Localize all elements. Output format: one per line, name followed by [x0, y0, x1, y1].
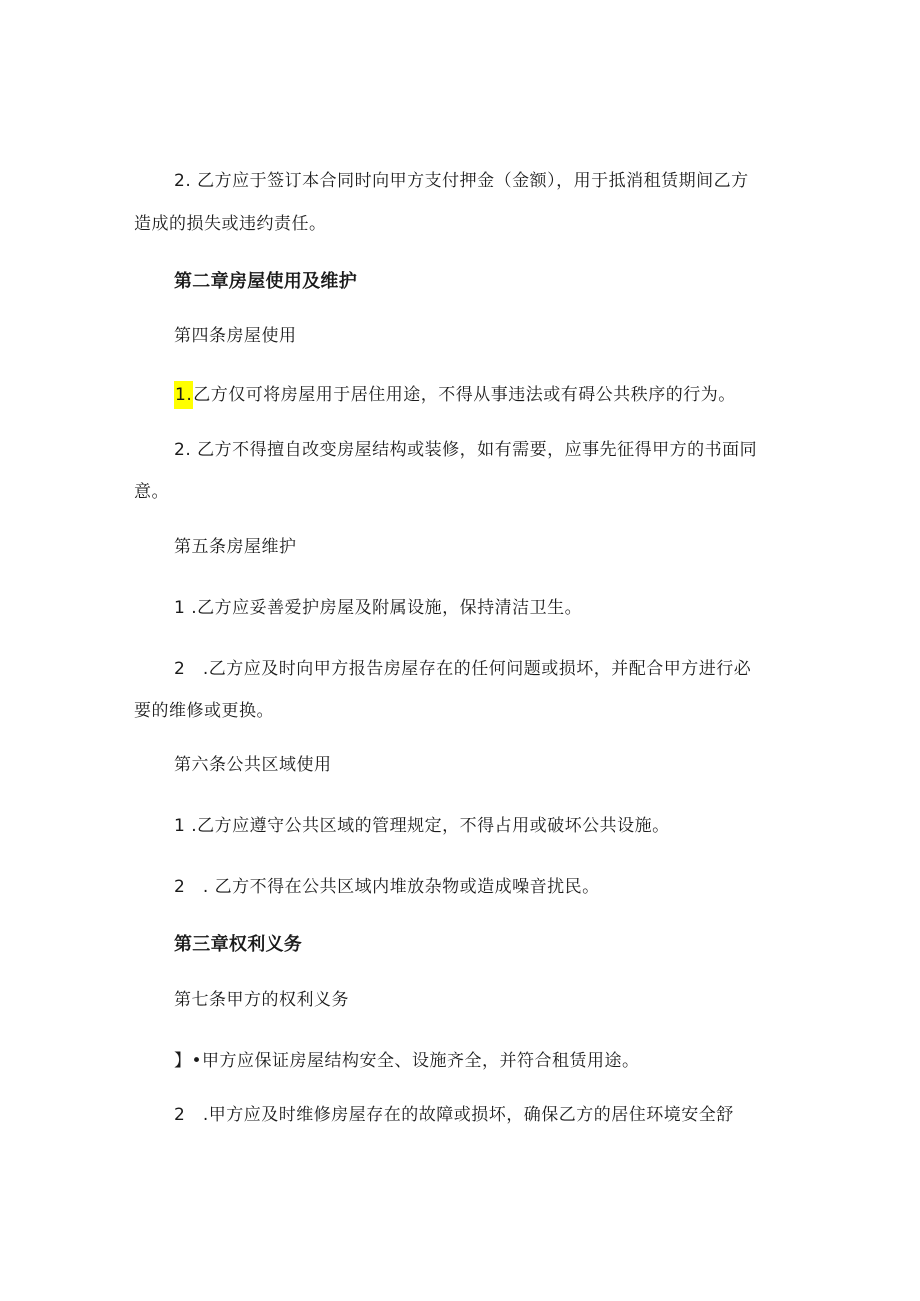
article-6-item-1: 1 .乙方应遵守公共区域的管理规定，不得占用或破坏公共设施。 — [174, 816, 670, 836]
chapter-2-title: 第二章房屋使用及维护 — [174, 271, 357, 292]
article-4-item-1 — [174, 385, 736, 405]
clause-2-deposit-line-1: 2. 乙方应于签订本合同时向甲方支付押金（金额），用于抵消租赁期间乙方 — [174, 171, 749, 191]
article-4-item-1-text: 乙方仅可将房屋用于居住用途，不得从事违法或有碍公共秩序的行为。 — [193, 385, 736, 405]
article-7-item-2: 2 .甲方应及时维修房屋存在的故障或损坏，确保乙方的居住环境安全舒 — [174, 1105, 734, 1125]
article-5-item-1: 1 .乙方应妥善爱护房屋及附属设施，保持清洁卫生。 — [174, 598, 583, 618]
article-5-item-2-line-2: 要的维修或更换。 — [134, 701, 274, 721]
article-7-title: 第七条甲方的权利义务 — [174, 990, 349, 1010]
chapter-3-title: 第三章权利义务 — [174, 934, 303, 955]
article-6-title: 第六条公共区域使用 — [174, 755, 332, 775]
article-5-item-2-line-1: 2 .乙方应及时向甲方报告房屋存在的任何问题或损坏，并配合甲方进行必 — [174, 659, 752, 679]
clause-2-deposit-line-2: 造成的损失或违约责任。 — [134, 214, 327, 234]
article-6-item-2: 2 . 乙方不得在公共区域内堆放杂物或造成噪音扰民。 — [174, 877, 600, 897]
article-4-title: 第四条房屋使用 — [174, 326, 297, 346]
highlight-mark: 1. — [174, 381, 193, 409]
article-4-item-2-line-1: 2. 乙方不得擅自改变房屋结构或装修，如有需要，应事先征得甲方的书面同 — [174, 440, 758, 460]
article-4-item-2-line-2: 意。 — [134, 482, 169, 502]
article-7-item-1: 】•甲方应保证房屋结构安全、设施齐全，并符合租赁用途。 — [174, 1051, 640, 1071]
article-5-title: 第五条房屋维护 — [174, 537, 297, 557]
